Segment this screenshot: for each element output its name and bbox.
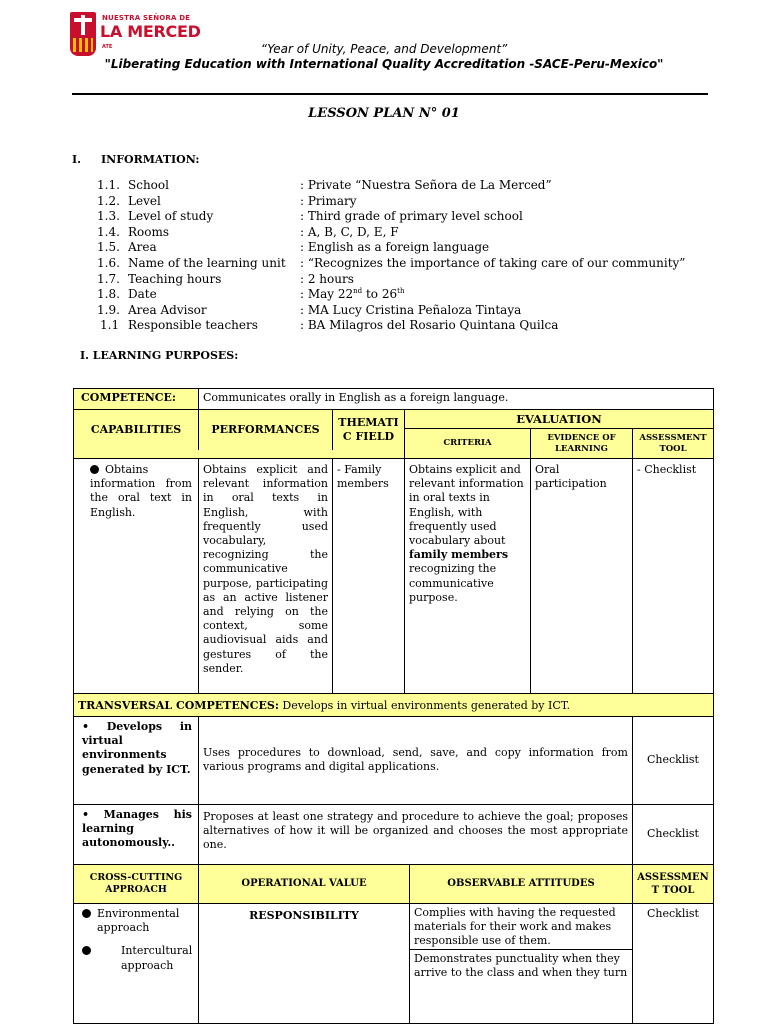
- info-value: : Third grade of primary level school: [300, 209, 523, 224]
- transversal-label: TRANSVERSAL COMPETENCES:: [78, 699, 279, 712]
- info-number: 1.8.: [97, 287, 120, 302]
- info-label: Level: [128, 193, 161, 208]
- year-motto: “Year of Unity, Peace, and Development”: [260, 42, 508, 56]
- date-start-suffix: nd: [353, 287, 363, 296]
- approaches-cell: [73, 903, 199, 1024]
- capability-cell: [73, 458, 199, 694]
- info-row: [0, 272, 700, 288]
- info-row: [0, 209, 700, 225]
- info-row: [0, 256, 700, 272]
- info-row: [0, 178, 700, 194]
- info-label: Area: [128, 240, 157, 255]
- header-performances: PERFORMANCES: [198, 409, 333, 451]
- transversal-tool: Checklist: [632, 804, 714, 865]
- performance-cell: Obtains explicit and relevant information in oral texts in English, with frequently used vocabulary, recognizing the communicative purpose, participating as an active listener and relying on the context, some audiovisual aids and gestures of the sender.: [198, 458, 333, 694]
- header-criteria: CRITERIA: [404, 428, 531, 459]
- info-label: Area Advisor: [128, 302, 207, 317]
- assessment-tool-cell: - Checklist: [632, 458, 714, 694]
- date-end-suffix: th: [397, 287, 405, 296]
- approach-text: Intercultural approach: [121, 944, 193, 972]
- criteria-cell: [404, 458, 531, 694]
- info-row-date: [0, 287, 700, 303]
- info-number: 1.2.: [97, 193, 120, 208]
- transversal-description: Proposes at least one strategy and procedure to achieve the goal; proposes alternatives of how it will be organized and chooses the most appropriate one.: [198, 804, 633, 865]
- competence-label: COMPETENCE:: [73, 388, 199, 410]
- attitude-cell: Demonstrates punctuality when they arrive to the class and when they turn: [409, 949, 633, 1024]
- logo-small-text: NUESTRA SEÑORA DE: [102, 14, 191, 22]
- info-label: Rooms: [128, 224, 170, 239]
- approach-text: Environmental approach: [97, 907, 180, 935]
- date-end: to 26: [362, 287, 398, 302]
- approach-item: [82, 944, 194, 972]
- school-motto: "Liberating Education with International Quality Accreditation -SACE-Peru-Mexico": [104, 57, 664, 71]
- info-value-date: [300, 287, 404, 301]
- info-number: 1.1.: [97, 178, 120, 192]
- bullet-icon: [82, 909, 91, 918]
- info-label: Name of the learning unit: [128, 256, 286, 270]
- info-number: 1.5.: [97, 240, 120, 255]
- info-label: Responsible teachers: [128, 318, 258, 333]
- evidence-cell: Oral participation: [530, 458, 633, 694]
- info-value: : Private “Nuestra Señora de La Merced”: [300, 178, 552, 192]
- info-label: School: [128, 178, 169, 192]
- transversal-competences-row: [73, 693, 714, 717]
- transversal-text: Develops in virtual environments generated by ICT.: [282, 699, 570, 712]
- header-divider: [72, 93, 708, 95]
- info-row: [0, 318, 700, 334]
- info-row: [0, 240, 700, 256]
- attitude-tool-cell: Checklist: [632, 903, 714, 1024]
- info-value: : MA Lucy Cristina Peñaloza Tintaya: [300, 302, 522, 317]
- criteria-emphasis: family members: [409, 548, 509, 562]
- criteria-text-end: recognizing the communicative purpose.: [409, 562, 497, 604]
- info-row: [0, 194, 700, 210]
- transversal-description: Uses procedures to download, send, save, and copy information from various programs and digital applications.: [198, 716, 633, 805]
- date-start: : May 22: [300, 287, 354, 302]
- transversal-capability: • Develops in virtual environments generated by ICT.: [73, 716, 199, 805]
- info-label: Date: [128, 287, 157, 302]
- transversal-tool: Checklist: [632, 716, 714, 805]
- section-number: I.: [72, 153, 81, 166]
- header-operational-value: OPERATIONAL VALUE: [198, 864, 410, 904]
- info-value: : BA Milagros del Rosario Quintana Quilca: [300, 318, 559, 333]
- info-value: : English as a foreign language: [300, 240, 490, 255]
- attitude-cell: Complies with having the requested materials for their work and makes responsible use of them.: [409, 903, 633, 950]
- learning-purposes-table: [73, 388, 714, 1024]
- capability-text: Obtains information from the oral text in English.: [90, 463, 192, 519]
- page-title: LESSON PLAN N° 01: [308, 106, 460, 121]
- bullet-icon: [90, 465, 99, 474]
- info-number: 1.1: [100, 318, 120, 333]
- header-evidence: EVIDENCE OF LEARNING: [530, 428, 633, 459]
- info-row: [0, 225, 700, 241]
- info-number: 1.7.: [97, 271, 120, 286]
- info-number: 1.9.: [97, 302, 120, 317]
- info-number: 1.3.: [97, 209, 120, 224]
- header-assessment-tool: ASSESSMENT TOOL: [632, 428, 714, 459]
- criteria-text: Obtains explicit and relevant information in oral texts in English, with frequently used vocabulary about: [409, 463, 524, 548]
- section-heading-information: INFORMATION:: [101, 153, 200, 166]
- info-label: Level of study: [128, 209, 214, 224]
- info-value: : Primary: [300, 193, 357, 208]
- info-value: : A, B, C, D, E, F: [300, 224, 399, 239]
- info-row: [0, 303, 700, 319]
- thematic-field-cell: - Family members: [332, 458, 405, 694]
- info-value: : 2 hours: [300, 271, 354, 286]
- competence-text: Communicates orally in English as a foreign language.: [198, 388, 714, 410]
- info-value: : “Recognizes the importance of taking care of our community”: [300, 256, 686, 270]
- section-heading-learning-purposes: I. LEARNING PURPOSES:: [80, 349, 239, 362]
- logo-big-text: LA MERCED: [100, 22, 201, 41]
- header-observable-attitudes: OBSERVABLE ATTITUDES: [409, 864, 633, 904]
- info-label: Teaching hours: [128, 271, 222, 286]
- info-number: 1.4.: [97, 224, 120, 239]
- transversal-capability: • Manages his learning autonomously..: [73, 804, 199, 865]
- info-number: 1.6.: [97, 256, 120, 270]
- logo-sub-text: ATE: [102, 44, 113, 50]
- header-assessment-tool-2: ASSESSMEN T TOOL: [632, 864, 714, 904]
- header-cross-cutting-approach: CROSS-CUTTING APPROACH: [73, 864, 199, 904]
- approach-item: [82, 907, 194, 935]
- bullet-icon: [82, 946, 91, 955]
- header-capabilities: CAPABILITIES: [73, 409, 199, 451]
- header-thematic-field: THEMATI C FIELD: [332, 409, 405, 451]
- header-evaluation: EVALUATION: [404, 409, 714, 429]
- operational-value-cell: RESPONSIBILITY: [198, 903, 410, 1024]
